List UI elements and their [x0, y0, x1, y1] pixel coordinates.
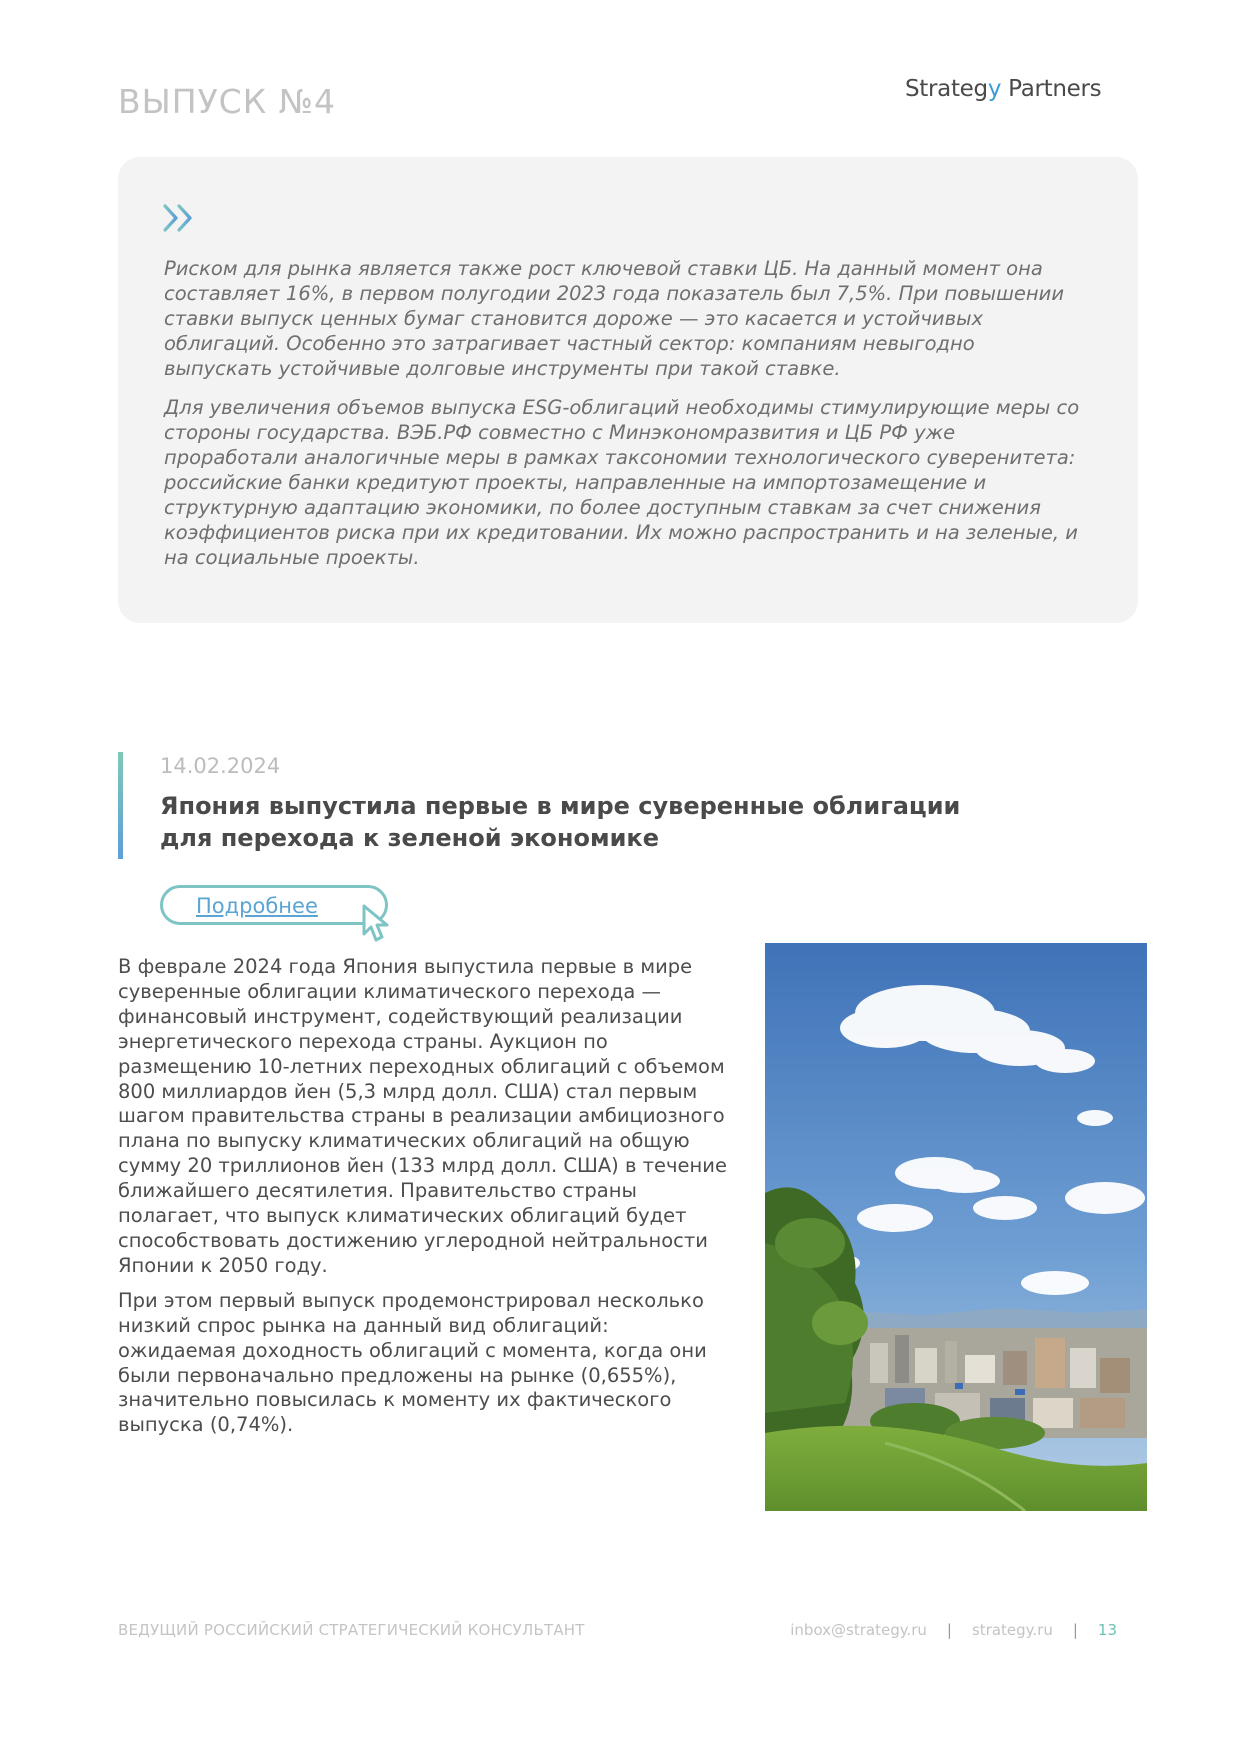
news-date: 14.02.2024	[160, 754, 281, 778]
news-accent-bar	[118, 752, 123, 859]
footer-email-link[interactable]: inbox@strategy.ru	[790, 1621, 927, 1639]
logo-text-2: Partners	[1001, 76, 1102, 102]
logo-text-accent: y	[987, 76, 1002, 102]
footer-contacts	[790, 1621, 1117, 1639]
quote-box	[118, 157, 1138, 623]
news-body	[118, 955, 728, 1448]
cursor-arrow-icon	[361, 904, 395, 944]
footer-separator: |	[946, 1621, 952, 1639]
footer-tagline: ВЕДУЩИЙ РОССИЙСКИЙ СТРАТЕГИЧЕСКИЙ КОНСУЛЬТАНТ	[118, 1621, 585, 1639]
more-link[interactable]: Подробнее	[196, 894, 318, 918]
quote-text	[164, 256, 1084, 584]
news-paragraph: При этом первый выпуск продемонстрировал несколько низкий спрос рынка на данный вид облигаций: ожидаемая доходность облигаций с момента, когда они были первоначально предложены на рынке (0,655%), значительно повысилась к моменту их фактического выпуска (0,74%).	[118, 1288, 707, 1437]
japan-city-landscape-photo	[765, 943, 1147, 1511]
news-paragraph: В феврале 2024 года Япония выпустила первые в мире суверенные облигации климатического перехода — финансовый инструмент, содействующий реализации энергетического перехода страны. Аукцион по размещению 10-летних переходных облигаций с объемом 800 миллиардов йен (5,3 млрд долл. США) стал первым шагом правительства страны в реализации амбициозного плана по выпуску климатических облигаций на общую сумму 20 триллионов йен (133 млрд долл. США) в течение ближайшего десятилетия. Правительство страны полагает, что выпуск климатических облигаций будет способствовать достижению углеродной нейтральности Японии к 2050 году.	[118, 955, 727, 1277]
double-chevron-right-icon	[162, 203, 196, 233]
page-number: 13	[1097, 1621, 1117, 1639]
strategy-partners-logo[interactable]	[905, 76, 1101, 102]
footer-website-link[interactable]: strategy.ru	[971, 1621, 1053, 1639]
quote-paragraph: Для увеличения объемов выпуска ESG-облигаций необходимы стимулирующие меры со стороны государства. ВЭБ.РФ совместно с Минэкономразвития и ЦБ РФ уже проработали аналогичные меры в рамках таксономии технологического суверенитета: российские банки кредитуют проекты, направленные на импортозамещение и структурную адаптацию экономики, по более доступным ставкам за счет снижения коэффициентов риска при их кредитовании. Их можно распространить и на зеленые, и на социальные проекты.	[164, 396, 1080, 569]
footer-separator: |	[1072, 1621, 1078, 1639]
quote-paragraph: Риском для рынка является также рост ключевой ставки ЦБ. На данный момент она составляет 16%, в первом полугодии 2023 года показатель был 7,5%. При повышении ставки выпуск ценных бумаг становится дороже — это касается и устойчивых облигаций. Особенно это затрагивает частный сектор: компаниям невыгодно выпускать устойчивые долговые инструменты при такой ставке.	[164, 257, 1064, 380]
issue-title: ВЫПУСК №4	[118, 82, 336, 121]
landscape-illustration	[765, 943, 1147, 1511]
logo-text-1: Strateg	[905, 76, 988, 102]
news-title: Япония выпустила первые в мире суверенные облигации для перехода к зеленой экономике	[160, 792, 961, 852]
more-button[interactable]	[160, 885, 388, 925]
